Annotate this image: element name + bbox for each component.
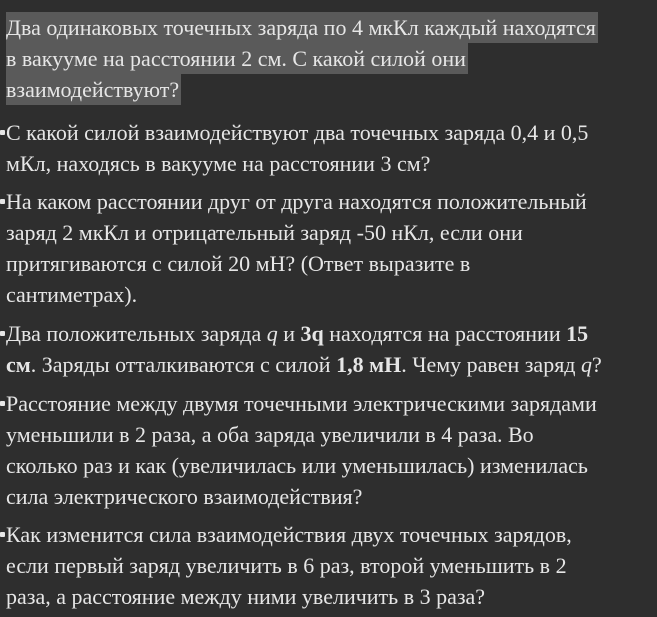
problem-3-line-2: заряд 2 мкКл и отрицательный заряд -50 нКл, если они <box>6 220 523 245</box>
charge-q: q <box>266 321 278 346</box>
problem-1 <box>0 12 657 105</box>
problem-3-line-3: притягиваются с силой 20 мН? (Ответ выразите в <box>6 251 471 276</box>
problem-5-line-2: уменьшили в 2 раза, а оба заряда увеличили в 4 раза. Во <box>6 422 534 447</box>
problem-1-line-2: в вакууме на расстоянии 2 см. С какой силой они <box>6 43 468 74</box>
bullet-marker <box>0 532 5 537</box>
problem-4 <box>0 318 657 380</box>
problem-6-line-3: раза, а расстояние между ними увеличить в 3 раза? <box>6 584 486 609</box>
bullet-marker <box>0 331 5 336</box>
bullet-marker <box>0 130 5 135</box>
problem-5-line-1: Расстояние между двумя точечными электрическими зарядами <box>6 391 597 416</box>
bullet-marker <box>0 199 5 204</box>
bullet-marker <box>0 401 5 406</box>
distance-unit: см <box>6 352 31 377</box>
problem-5-line-4: сила электрического взаимодействия? <box>6 484 363 509</box>
problem-3-line-1: На каком расстоянии друг от друга находятся положительный <box>6 189 587 214</box>
problem-1-line-3: взаимодействуют? <box>6 74 181 105</box>
distance-value: 15 <box>566 321 589 346</box>
problem-6-line-1: Как изменится сила взаимодействия двух точечных зарядов, <box>6 522 572 547</box>
problem-6-line-2: если первый заряд увеличить в 6 раз, второй уменьшить в 2 <box>6 553 567 578</box>
problem-6 <box>0 519 657 612</box>
problem-4-line-1: Два положительных заряда q и 3q находятся на расстоянии 15 <box>6 321 589 346</box>
problem-2-line-2: мКл, находясь в вакууме на расстоянии 3 см? <box>6 151 431 176</box>
problem-2-line-1: С какой силой взаимодействуют два точечных заряда 0,4 и 0,5 <box>6 120 589 145</box>
problem-1-line-1: Два одинаковых точечных заряда по 4 мкКл каждый находятся <box>6 12 598 43</box>
problem-3-line-4: сантиметрах). <box>6 282 138 307</box>
charge-3q: 3q <box>300 321 324 346</box>
problem-2 <box>0 117 657 179</box>
charge-q-question: q <box>581 352 593 377</box>
problem-5 <box>0 388 657 512</box>
problem-4-line-2: см. Заряды отталкиваются с силой 1,8 мН. Чему равен заряд q? <box>6 352 602 377</box>
problem-5-line-3: сколько раз и как (увеличилась или уменьшилась) изменилась <box>6 453 588 478</box>
problem-3 <box>0 186 657 310</box>
force-value: 1,8 мН <box>336 352 402 377</box>
